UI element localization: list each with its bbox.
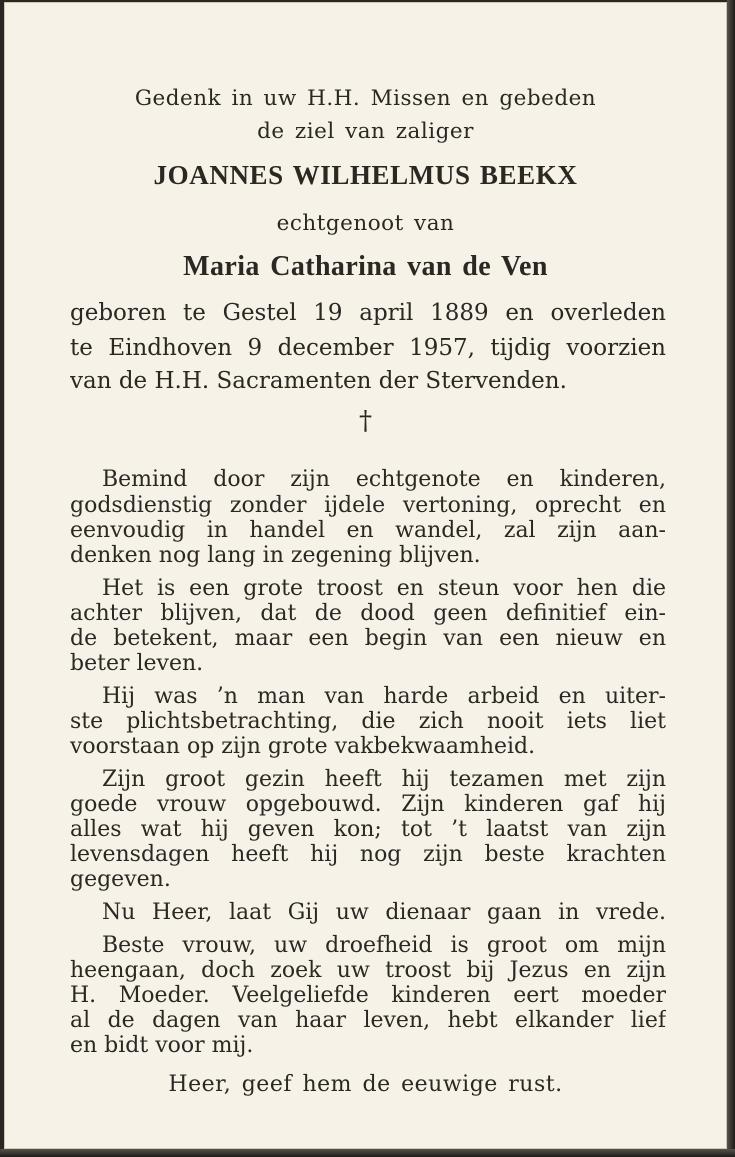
paragraph-6-line-3: H. Moeder. Veelgeliefde kinderen eert moeder bbox=[70, 983, 666, 1008]
paragraph-6-line-2: heengaan, doch zoek uw troost bij Jezus en zijn bbox=[70, 958, 666, 983]
spouse-name: Maria Catharina van de Ven bbox=[183, 251, 548, 282]
paragraph-1-line-4: denken nog lang in zegening blijven. bbox=[70, 543, 481, 568]
paragraph-3-line-3: voorstaan op zijn grote vakbekwaamheid. bbox=[70, 734, 536, 759]
memorial-card bbox=[4, 2, 727, 1149]
paragraph-6-line-5: en bidt voor mij. bbox=[70, 1033, 254, 1058]
paragraph-2-line-2: achter blijven, dat de dood geen definitief ein- bbox=[70, 601, 666, 626]
birth-death-line-1: geboren te Gestel 19 april 1889 en overleden bbox=[70, 301, 666, 326]
closing-prayer: Heer, geef hem de eeuwige rust. bbox=[168, 1072, 563, 1097]
birth-death-line-3: van de H.H. Sacramenten der Stervenden. bbox=[70, 369, 567, 394]
paragraph-5-line-1: Nu Heer, laat Gij uw dienaar gaan in vrede. bbox=[102, 900, 666, 925]
paragraph-4-line-4: levensdagen heeft hij nog zijn beste krachten bbox=[70, 842, 666, 867]
birth-death-line-2: te Eindhoven 9 december 1957, tijdig voorzien bbox=[70, 336, 666, 361]
relation-text: echtgenoot van bbox=[276, 211, 455, 236]
paragraph-1-line-1: Bemind door zijn echtgenote en kinderen, bbox=[102, 467, 666, 492]
paragraph-1-line-2: godsdienstig zonder ijdele vertoning, oprecht en bbox=[70, 493, 666, 518]
paragraph-3-line-1: Hij was ’n man van harde arbeid en uiter- bbox=[102, 684, 666, 709]
paragraph-6-line-4: al de dagen van haar leven, hebt elkander lief bbox=[70, 1008, 666, 1033]
paragraph-6-line-1: Beste vrouw, uw droefheid is groot om mijn bbox=[102, 933, 666, 958]
paragraph-4-line-1: Zijn groot gezin heeft hij tezamen met zijn bbox=[102, 767, 666, 792]
intro-line-2: de ziel van zaliger bbox=[257, 119, 474, 144]
paragraph-3-line-2: ste plichtsbetrachting, die zich nooit iets liet bbox=[70, 709, 666, 734]
card-edge-shadow-bottom bbox=[0, 1149, 735, 1157]
card-edge-shadow-right bbox=[727, 0, 735, 1157]
intro-line-1: Gedenk in uw H.H. Missen en gebeden bbox=[134, 86, 597, 111]
paragraph-2-line-4: beter leven. bbox=[70, 651, 204, 676]
paragraph-4-line-2: goede vrouw opgebouwd. Zijn kinderen gaf hij bbox=[70, 792, 666, 817]
paragraph-1-line-3: eenvoudig in handel en wandel, zal zijn aan- bbox=[70, 518, 666, 543]
paragraph-4-line-3: alles wat hij geven kon; tot ’t laatst van zijn bbox=[70, 817, 666, 842]
deceased-name: JOANNES WILHELMUS BEEKX bbox=[153, 160, 578, 190]
paragraph-2-line-1: Het is een grote troost en steun voor hen die bbox=[102, 576, 666, 601]
paragraph-2-line-3: de betekent, maar een begin van een nieuw en bbox=[70, 626, 666, 651]
paragraph-4-line-5: gegeven. bbox=[70, 867, 171, 892]
cross-symbol: † bbox=[359, 406, 372, 436]
